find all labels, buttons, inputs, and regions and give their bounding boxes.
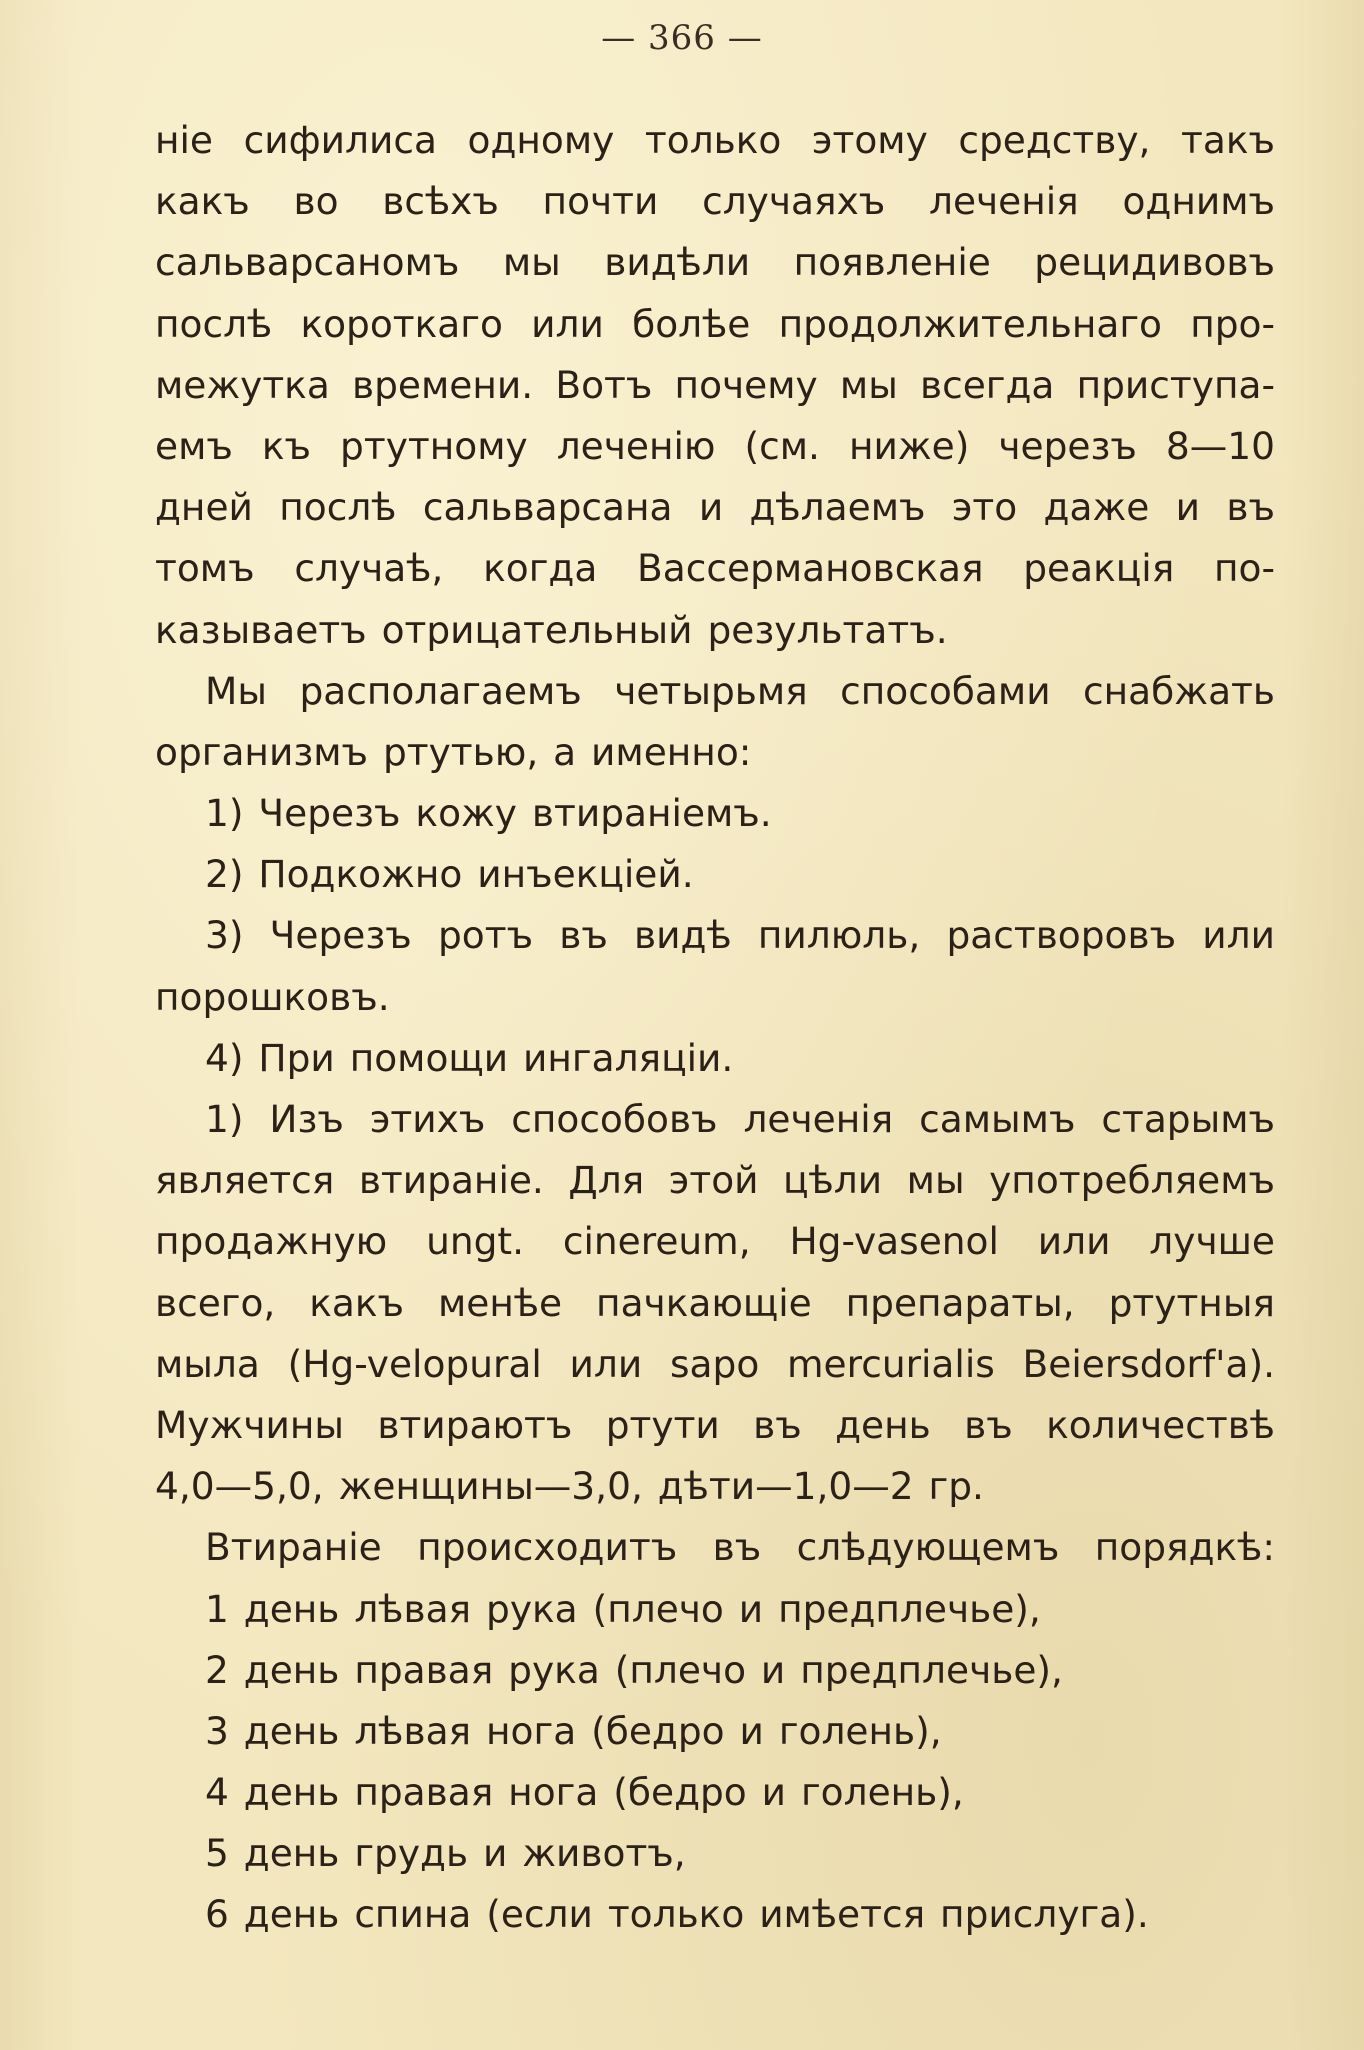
text-line: емъ къ ртутному леченію (см. ниже) черезъ 8—10	[155, 423, 1275, 468]
list-item: 1) Черезъ кожу втираніемъ.	[205, 791, 772, 836]
text-line: сальварсаномъ мы видѣли появленіе рецидивовъ	[155, 240, 1275, 285]
text-line: организмъ ртутью, а именно:	[155, 729, 752, 774]
text-line: продажную ungt. cinereum, Hg-vasenol или лучше	[155, 1219, 1275, 1264]
text-line: является втираніе. Для этой цѣли мы употребляемъ	[155, 1158, 1275, 1203]
paragraph-first-line: 1) Изъ этихъ способовъ леченія самымъ старымъ	[205, 1097, 1275, 1141]
schedule-item: 6 день спина (если только имѣется прислуга).	[205, 1892, 1149, 1937]
text-line: томъ случаѣ, когда Вассермановская реакція по-	[155, 546, 1275, 591]
text-line: ніе сифилиса одному только этому средству, такъ	[155, 118, 1275, 162]
paragraph-first-line: Мы располагаемъ четырьмя способами снабжать	[205, 668, 1275, 713]
text-line: Мужчины втираютъ ртути въ день въ количествѣ	[155, 1402, 1275, 1447]
schedule-item: 3 день лѣвая нога (бедро и голень),	[205, 1708, 942, 1753]
list-item: 4) При помощи ингаляціи.	[205, 1035, 734, 1080]
schedule-item: 4 день правая нога (бедро и голень),	[205, 1770, 964, 1815]
list-item: 3) Черезъ ротъ въ видѣ пилюль, растворовъ или	[205, 913, 1275, 958]
list-item-continuation: порошковъ.	[155, 974, 390, 1019]
text-line: дней послѣ сальварсана и дѣлаемъ это даже и въ	[155, 485, 1275, 530]
text-block	[155, 110, 1275, 1946]
page-number: — 366 —	[601, 18, 763, 58]
text-line: межутка времени. Вотъ почему мы всегда приступа-	[155, 362, 1275, 407]
schedule-item: 2 день правая рука (плечо и предплечье),	[205, 1647, 1063, 1692]
schedule-item: 5 день грудь и животъ,	[205, 1831, 686, 1876]
paragraph-first-line: Втираніе происходитъ въ слѣдующемъ порядкѣ:	[205, 1525, 1275, 1570]
text-line: всего, какъ менѣе пачкающіе препараты, ртутныя	[155, 1280, 1275, 1325]
schedule-item: 1 день лѣвая рука (плечо и предплечье),	[205, 1586, 1041, 1631]
list-item: 2) Подкожно инъекціей.	[205, 852, 694, 897]
text-line: казываетъ отрицательный результатъ.	[155, 607, 948, 652]
text-line: послѣ короткаго или болѣе продолжительнаго про-	[155, 301, 1275, 346]
text-line: какъ во всѣхъ почти случаяхъ леченія однимъ	[155, 179, 1275, 224]
text-line: 4,0—5,0, женщины—3,0, дѣти—1,0—2 гр.	[155, 1464, 984, 1509]
text-line: мыла (Hg-velopural или sapo mercurialis Beiersdorf'a).	[155, 1341, 1275, 1386]
